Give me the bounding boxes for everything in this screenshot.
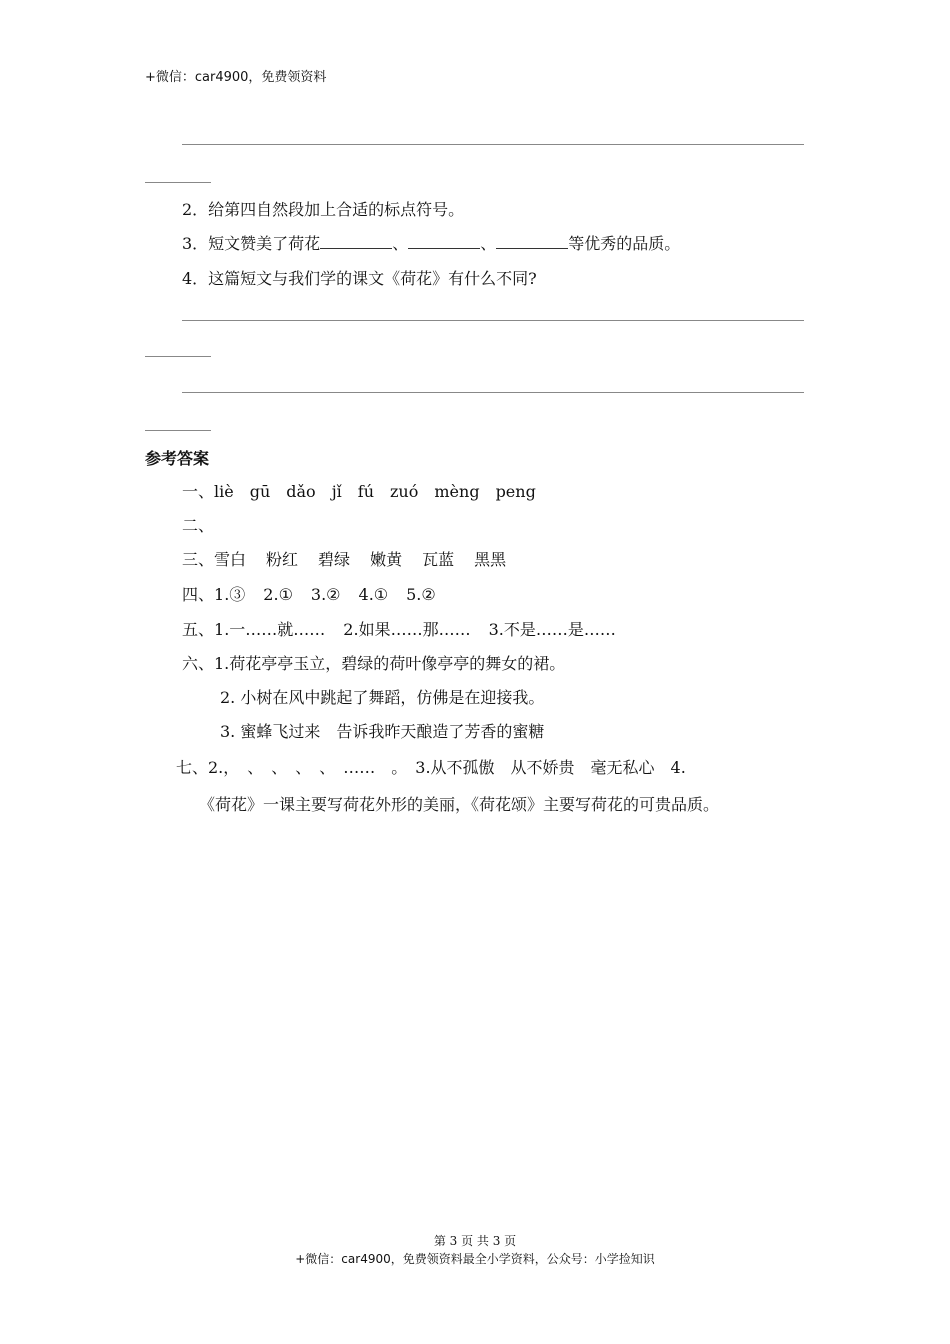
conjunction-item: 2.如果……那…… xyxy=(343,620,471,639)
answer-7-line-1: 七、2.， 、 、 、 、 …… 。 3.从不孤傲 从不娇贵 毫无私心 4. xyxy=(176,758,686,777)
word-item: 嫩黄 xyxy=(370,550,403,569)
question-4: 4．这篇短文与我们学的课文《荷花》有什么不同? xyxy=(182,269,537,288)
answer-label: 三、 xyxy=(182,550,215,569)
pinyin-item: peng xyxy=(495,482,536,501)
pinyin-item: fú xyxy=(357,482,374,501)
answer-line xyxy=(182,392,804,393)
answer-label: 五、 xyxy=(182,620,215,639)
fill-blank xyxy=(496,234,568,249)
fill-blank xyxy=(320,234,392,249)
conjunction-item: 3.不是……是…… xyxy=(488,620,616,639)
answer-line xyxy=(182,320,804,321)
pinyin-item: jǐ xyxy=(331,482,342,501)
fill-blank xyxy=(408,234,480,249)
pinyin-item: mèng xyxy=(434,482,480,501)
answer-label: 四、 xyxy=(182,585,215,604)
answer-6-line-2: 2. 小树在风中跳起了舞蹈，仿佛是在迎接我。 xyxy=(220,688,545,707)
answer-6-line-3: 3. 蜜蜂飞过来 告诉我昨天酿造了芳香的蜜糖 xyxy=(220,722,545,741)
word-item: 粉红 xyxy=(266,550,299,569)
separator: 、 xyxy=(480,234,497,253)
question-2: 2．给第四自然段加上合适的标点符号。 xyxy=(182,200,465,219)
answer-3 xyxy=(182,550,506,570)
conjunction-item: 1.一……就…… xyxy=(214,620,326,639)
footer-note: +微信：car4900，免费领资料最全小学资料，公众号：小学捡知识 xyxy=(295,1252,655,1266)
answers-title: 参考答案 xyxy=(145,449,210,468)
answer-line-end xyxy=(145,182,211,183)
answer-line xyxy=(182,144,804,145)
answer-1 xyxy=(182,482,536,502)
choice-item: 3.② xyxy=(310,585,341,604)
page-number: 第 3 页 共 3 页 xyxy=(433,1234,517,1248)
answer-label: 一、 xyxy=(182,482,215,501)
answer-2: 二、 xyxy=(182,516,215,535)
question-3-prefix: 3．短文赞美了荷花 xyxy=(182,234,321,253)
word-item: 瓦蓝 xyxy=(422,550,455,569)
pinyin-item: gū xyxy=(249,482,271,501)
answer-4 xyxy=(182,585,436,605)
header-note: +微信：car4900，免费领资料 xyxy=(145,70,327,85)
word-item: 黑黑 xyxy=(474,550,507,569)
answer-5 xyxy=(182,620,616,640)
choice-item: 2.① xyxy=(263,585,293,604)
question-3-suffix: 等优秀的品质。 xyxy=(568,234,681,253)
pinyin-item: zuó xyxy=(390,482,419,501)
answer-line-end xyxy=(145,356,211,357)
choice-item: 4.① xyxy=(358,585,389,604)
word-item: 雪白 xyxy=(214,550,247,569)
choice-item: 5.② xyxy=(406,585,436,604)
answer-line-end xyxy=(145,430,211,431)
choice-item: 1.③ xyxy=(214,585,246,604)
question-3 xyxy=(182,234,680,254)
pinyin-item: dǎo xyxy=(286,482,316,501)
pinyin-item: liè xyxy=(214,482,234,501)
answer-6-line-1: 六、1.荷花亭亭玉立，碧绿的荷叶像亭亭的舞女的裙。 xyxy=(182,654,566,673)
answer-7-line-2: 《荷花》一课主要写荷花外形的美丽，《荷花颂》主要写荷花的可贵品质。 xyxy=(199,795,720,814)
word-item: 碧绿 xyxy=(318,550,351,569)
separator: 、 xyxy=(392,234,409,253)
